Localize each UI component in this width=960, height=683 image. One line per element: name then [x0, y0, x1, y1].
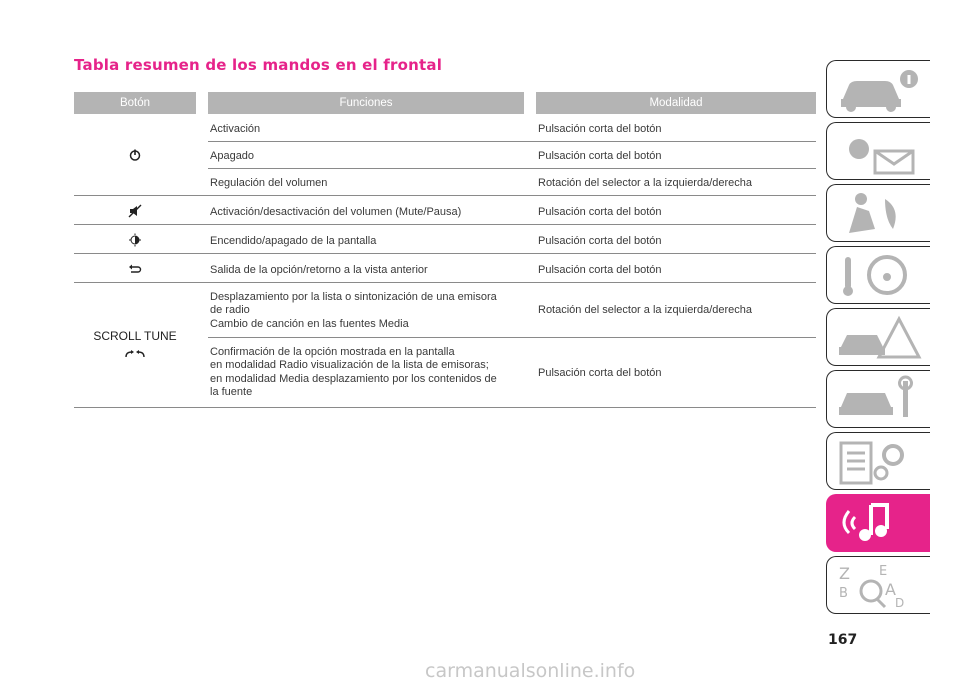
- row-function: Activación/desactivación del volumen (Mute/Pausa): [210, 206, 462, 218]
- display-brightness-icon: [128, 233, 142, 247]
- divider: [208, 168, 816, 169]
- divider: [74, 195, 816, 196]
- divider: [74, 253, 816, 254]
- divider: [74, 224, 816, 225]
- warning-lights-message-icon[interactable]: [826, 122, 930, 180]
- row-mode: Pulsación corta del botón: [538, 150, 662, 162]
- power-icon: [128, 148, 142, 162]
- key-steering-wheel-icon[interactable]: [826, 246, 930, 304]
- svg-text:Z: Z: [839, 564, 850, 583]
- row-function: Activación: [210, 123, 261, 135]
- row-function-line: Cambio de canción en las fuentes Media: [210, 318, 409, 330]
- row-function: Regulación del volumen: [210, 177, 328, 189]
- row-mode: Pulsación corta del botón: [538, 264, 662, 276]
- row-function-line: en modalidad Radio visualización de la lista de emisoras;: [210, 359, 489, 371]
- svg-text:A: A: [885, 580, 896, 599]
- page-title: Tabla resumen de los mandos en el frontal: [74, 56, 443, 74]
- header-button: Botón: [74, 92, 196, 114]
- divider: [208, 141, 816, 142]
- row-mode: Pulsación corta del botón: [538, 367, 662, 379]
- svg-text:D: D: [895, 596, 905, 610]
- row-mode: Rotación del selector a la izquierda/derecha: [538, 304, 753, 316]
- scroll-tune-label: SCROLL TUNE: [93, 329, 177, 343]
- row-function-line: Confirmación de la opción mostrada en la pantalla: [210, 346, 455, 358]
- row-function: Encendido/apagado de la pantalla: [210, 235, 377, 247]
- row-function: Salida de la opción/retorno a la vista anterior: [210, 264, 428, 276]
- row-function: Apagado: [210, 150, 255, 162]
- multimedia-note-icon[interactable]: [826, 494, 930, 552]
- specs-gear-icon[interactable]: [826, 432, 930, 490]
- row-function-line: la fuente: [210, 386, 253, 398]
- svg-text:E: E: [879, 564, 888, 579]
- row-function-line: de radio: [210, 304, 250, 316]
- back-arrow-icon: [128, 262, 142, 276]
- page-number: 167: [828, 632, 858, 648]
- header-mode: Modalidad: [536, 92, 816, 114]
- row-mode: Rotación del selector a la izquierda/derecha: [538, 177, 753, 189]
- mute-speaker-icon: [128, 204, 142, 218]
- car-info-icon[interactable]: [826, 60, 930, 118]
- divider: [208, 337, 816, 338]
- row-function-line: en modalidad Media desplazamiento por los contenidos de: [210, 373, 497, 385]
- row-mode: Pulsación corta del botón: [538, 206, 662, 218]
- header-functions: Funciones: [208, 92, 524, 114]
- watermark: carmanualsonline.info: [425, 660, 636, 682]
- divider: [74, 282, 816, 283]
- svg-text:B: B: [839, 586, 848, 601]
- index-alphabet-icon[interactable]: [826, 556, 930, 614]
- rotary-arrows-icon: [124, 349, 146, 359]
- car-emergency-icon[interactable]: [826, 308, 930, 366]
- car-wrench-icon[interactable]: [826, 370, 930, 428]
- row-function-line: Desplazamiento por la lista o sintonización de una emisora: [210, 291, 497, 303]
- row-mode: Pulsación corta del botón: [538, 235, 662, 247]
- seat-airbag-icon[interactable]: [826, 184, 930, 242]
- row-mode: Pulsación corta del botón: [538, 123, 662, 135]
- divider: [74, 407, 816, 408]
